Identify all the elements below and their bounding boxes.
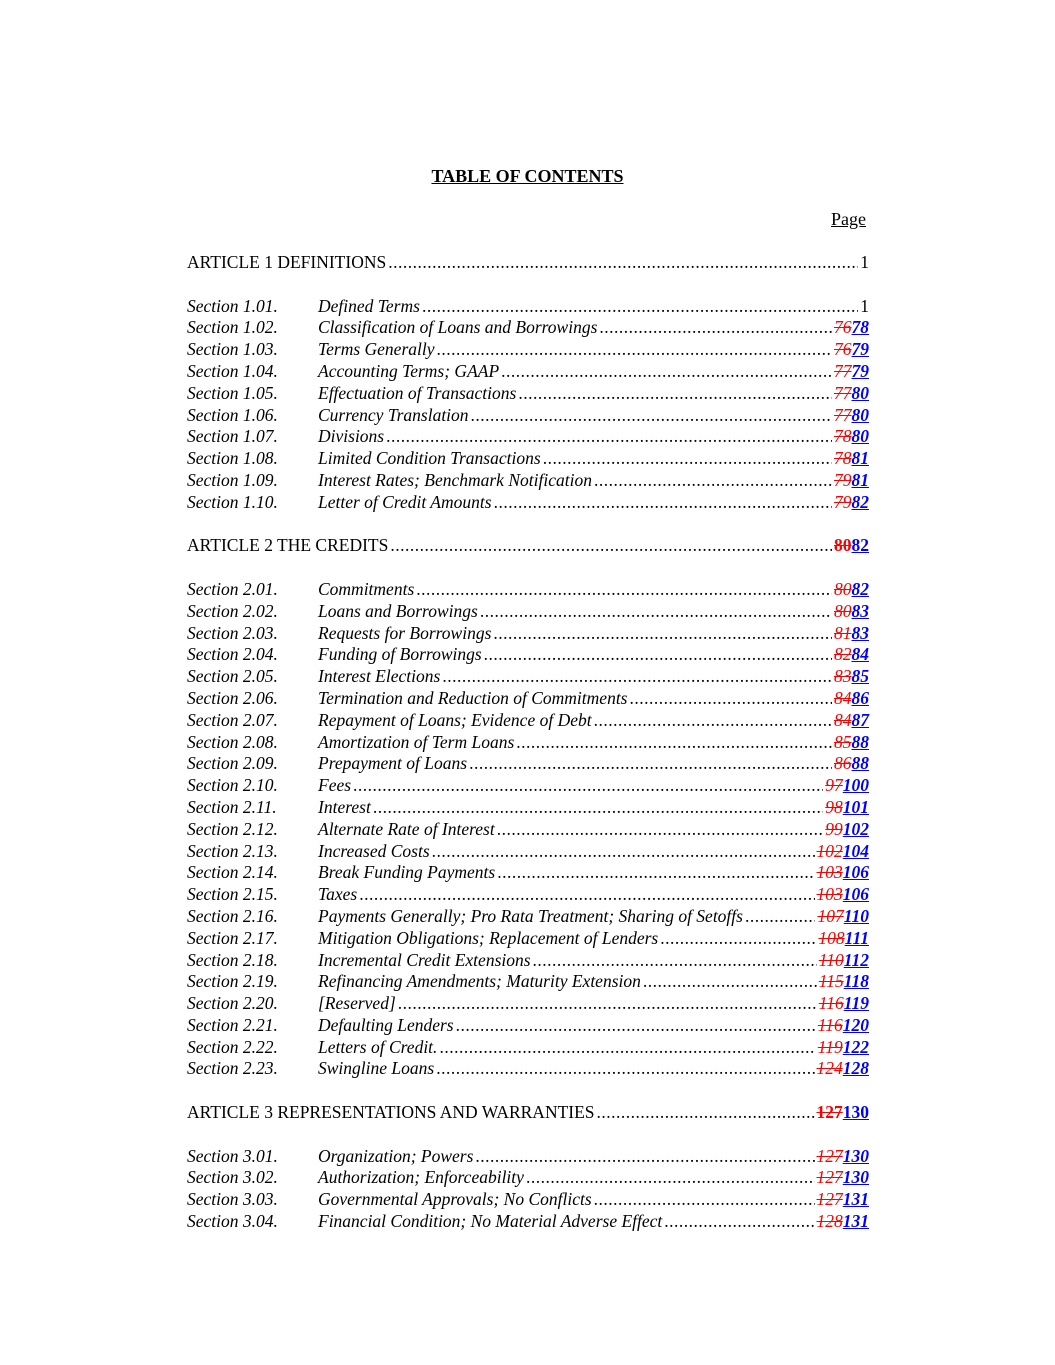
entry-title: Swingline Loans — [318, 1058, 435, 1079]
toc-section-entry[interactable] — [187, 688, 869, 710]
section-number: Section 2.10. — [187, 775, 278, 796]
inserted-page-number: 130 — [842, 1102, 869, 1123]
dot-leader — [660, 928, 816, 950]
deleted-page-number: 77 — [834, 382, 852, 403]
toc-section-entry[interactable] — [187, 797, 869, 819]
entry-title: Repayment of Loans; Evidence of Debt — [318, 709, 592, 730]
section-number: Section 1.02. — [187, 317, 278, 338]
toc-section-entry[interactable] — [187, 1146, 869, 1168]
section-number: Section 2.02. — [187, 600, 278, 621]
entry-title: Incremental Credit Extensions — [318, 949, 531, 970]
page-number — [817, 884, 870, 906]
toc-section-entry[interactable] — [187, 732, 869, 754]
toc-section-entry[interactable] — [187, 666, 869, 688]
entry-title: Accounting Terms; GAAP — [318, 360, 500, 381]
toc-section-entry[interactable] — [187, 623, 869, 645]
section-number: Section 2.07. — [187, 709, 278, 730]
inserted-page-number: 78 — [851, 317, 869, 338]
page-number — [817, 862, 870, 884]
toc-section-entry[interactable] — [187, 884, 869, 906]
inserted-page-number: 82 — [851, 535, 869, 556]
deleted-page-number: 127 — [816, 1145, 843, 1166]
entry-title: Interest Rates; Benchmark Notification — [318, 469, 592, 490]
section-number: Section 2.16. — [187, 905, 278, 926]
dot-leader — [398, 993, 817, 1015]
page-value: 1 — [860, 295, 869, 316]
section-number: Section 2.06. — [187, 687, 278, 708]
inserted-page-number: 120 — [842, 1014, 869, 1035]
deleted-page-number: 128 — [816, 1211, 843, 1232]
toc-article-entry[interactable] — [187, 252, 869, 274]
deleted-page-number: 77 — [834, 404, 852, 425]
inserted-page-number: 122 — [842, 1036, 869, 1057]
page-number — [834, 535, 869, 557]
inserted-page-number: 110 — [843, 905, 869, 926]
page-number — [817, 906, 869, 928]
section-number: Section 2.08. — [187, 731, 278, 752]
entry-title: Defaulting Lenders — [318, 1014, 454, 1035]
section-number: Section 2.18. — [187, 949, 278, 970]
toc-section-entry[interactable] — [187, 339, 869, 361]
page-number — [834, 623, 869, 645]
deleted-page-number: 127 — [816, 1189, 843, 1210]
dot-leader — [594, 1189, 815, 1211]
page-value: 1 — [860, 252, 869, 272]
page-number — [834, 688, 869, 710]
page-number — [834, 492, 869, 514]
page-number — [834, 601, 869, 623]
page-number — [819, 971, 869, 993]
inserted-page-number: 111 — [844, 927, 869, 948]
entry-title: [Reserved] — [318, 993, 396, 1014]
toc-section-entry[interactable] — [187, 361, 869, 383]
entry-title: ARTICLE 1 DEFINITIONS — [187, 252, 387, 272]
dot-leader — [480, 601, 832, 623]
dot-leader — [353, 775, 823, 797]
toc-section-entry[interactable] — [187, 1211, 869, 1233]
page-number — [834, 710, 869, 732]
inserted-page-number: 119 — [843, 993, 869, 1014]
entry-title: Governmental Approvals; No Conflicts — [318, 1189, 592, 1210]
section-number: Section 2.11. — [187, 796, 277, 817]
section-number: Section 1.01. — [187, 295, 278, 316]
dot-leader — [518, 383, 832, 405]
deleted-page-number: 119 — [817, 1036, 843, 1057]
dot-leader — [599, 317, 832, 339]
page-number — [834, 644, 869, 666]
deleted-page-number: 86 — [834, 753, 852, 774]
page-number — [819, 950, 869, 972]
inserted-page-number: 86 — [851, 687, 869, 708]
toc-section-entry[interactable] — [187, 1015, 869, 1037]
page-number — [825, 797, 869, 819]
inserted-page-number: 118 — [843, 971, 869, 992]
section-number: Section 2.17. — [187, 927, 278, 948]
inserted-page-number: 100 — [842, 775, 869, 796]
section-number: Section 2.13. — [187, 840, 278, 861]
deleted-page-number: 76 — [834, 339, 852, 360]
section-number: Section 2.15. — [187, 884, 278, 905]
section-number: Section 2.09. — [187, 753, 278, 774]
entry-title: Letter of Credit Amounts — [318, 491, 492, 512]
deleted-page-number: 108 — [818, 927, 845, 948]
toc-section-entry[interactable] — [187, 819, 869, 841]
page-number — [834, 317, 869, 339]
deleted-page-number: 84 — [834, 687, 852, 708]
section-number: Section 1.03. — [187, 339, 278, 360]
entry-title: Organization; Powers — [318, 1145, 474, 1166]
toc-section-entry[interactable] — [187, 383, 869, 405]
section-number: Section 1.06. — [187, 404, 278, 425]
page-number — [817, 1167, 870, 1189]
entry-title: Terms Generally — [318, 339, 435, 360]
section-number: Section 3.04. — [187, 1211, 278, 1232]
deleted-page-number: 107 — [817, 905, 844, 926]
deleted-page-number: 78 — [834, 448, 852, 469]
entry-title: Payments Generally; Pro Rata Treatment; Sharing of Setoffs — [318, 905, 743, 926]
inserted-page-number: 82 — [851, 578, 869, 599]
dot-leader — [543, 448, 832, 470]
section-number: Section 3.01. — [187, 1145, 278, 1166]
page-number — [817, 1211, 870, 1233]
section-number: Section 2.05. — [187, 666, 278, 687]
inserted-page-number: 131 — [842, 1211, 869, 1232]
page-number — [834, 666, 869, 688]
inserted-page-number: 81 — [851, 448, 869, 469]
entry-title: Prepayment of Loans — [318, 753, 468, 774]
section-number: Section 3.03. — [187, 1189, 278, 1210]
dot-leader — [471, 405, 832, 427]
toc-section-entry[interactable] — [187, 1167, 869, 1189]
deleted-page-number: 80 — [834, 578, 852, 599]
dot-leader — [497, 819, 824, 841]
dot-leader — [456, 1015, 816, 1037]
toc-section-entry[interactable] — [187, 753, 869, 775]
section-number: Section 3.02. — [187, 1167, 278, 1188]
inserted-page-number: 104 — [842, 840, 869, 861]
entry-title: Requests for Borrowings — [318, 622, 492, 643]
entry-title: Defined Terms — [318, 295, 420, 316]
inserted-page-number: 87 — [851, 709, 869, 730]
dot-leader — [594, 710, 832, 732]
deleted-page-number: 102 — [816, 840, 843, 861]
deleted-page-number: 116 — [818, 993, 844, 1014]
dot-leader — [493, 623, 832, 645]
dot-leader — [484, 644, 832, 666]
toc-section-entry[interactable] — [187, 426, 869, 448]
section-number: Section 2.12. — [187, 818, 278, 839]
toc-section-entry[interactable] — [187, 1189, 869, 1211]
section-number: Section 1.04. — [187, 360, 278, 381]
toc-section-entry[interactable] — [187, 906, 869, 928]
page-title: TABLE OF CONTENTS — [431, 166, 624, 186]
page-number — [825, 819, 869, 841]
page-number — [817, 1146, 870, 1168]
dot-leader — [390, 535, 832, 557]
entry-title: ARTICLE 3 REPRESENTATIONS AND WARRANTIES — [187, 1102, 595, 1123]
toc-section-entry[interactable] — [187, 644, 869, 666]
deleted-page-number: 79 — [834, 469, 852, 490]
inserted-page-number: 128 — [842, 1058, 869, 1079]
deleted-page-number: 115 — [818, 971, 844, 992]
dot-leader — [437, 339, 832, 361]
dot-leader — [469, 753, 832, 775]
inserted-page-number: 80 — [851, 382, 869, 403]
inserted-page-number: 131 — [842, 1189, 869, 1210]
deleted-page-number: 84 — [834, 709, 852, 730]
dot-leader — [475, 1146, 814, 1168]
page-number — [818, 928, 869, 950]
page-number — [834, 732, 869, 754]
page-number — [818, 1015, 869, 1037]
inserted-page-number: 106 — [842, 884, 869, 905]
entry-title: Refinancing Amendments; Maturity Extension — [318, 971, 641, 992]
toc-article-entry[interactable] — [187, 1102, 869, 1124]
page-number — [834, 339, 869, 361]
toc-section-entry[interactable] — [187, 296, 869, 318]
inserted-page-number: 83 — [851, 622, 869, 643]
section-number: Section 1.07. — [187, 426, 278, 447]
entry-title: Interest Elections — [318, 666, 441, 687]
entry-title: Mitigation Obligations; Replacement of Lenders — [318, 927, 659, 948]
page-number — [817, 1058, 870, 1080]
dot-leader — [386, 426, 832, 448]
deleted-page-number: 127 — [816, 1102, 843, 1123]
section-number: Section 2.19. — [187, 971, 278, 992]
toc-section-entry[interactable] — [187, 492, 869, 514]
inserted-page-number: 84 — [851, 644, 869, 665]
toc-section-entry[interactable] — [187, 448, 869, 470]
page-number — [834, 470, 869, 492]
deleted-page-number: 85 — [834, 731, 852, 752]
entry-title: Currency Translation — [318, 404, 469, 425]
page-number — [819, 993, 869, 1015]
inserted-page-number: 88 — [851, 731, 869, 752]
inserted-page-number: 85 — [851, 666, 869, 687]
toc-section-entry[interactable] — [187, 317, 869, 339]
inserted-page-number: 130 — [842, 1167, 869, 1188]
page-number — [817, 841, 870, 863]
entry-title: Financial Condition; No Material Adverse Effect — [318, 1211, 663, 1232]
entry-title: Loans and Borrowings — [318, 600, 478, 621]
entry-title: Limited Condition Transactions — [318, 448, 541, 469]
inserted-page-number: 101 — [842, 796, 869, 817]
section-number: Section 2.01. — [187, 578, 278, 599]
dot-leader — [432, 841, 815, 863]
toc-section-entry[interactable] — [187, 1037, 869, 1059]
inserted-page-number: 79 — [851, 339, 869, 360]
inserted-page-number: 82 — [851, 491, 869, 512]
dot-leader — [422, 296, 858, 318]
inserted-page-number: 83 — [851, 600, 869, 621]
page-number — [834, 753, 869, 775]
page-number — [834, 361, 869, 383]
inserted-page-number: 130 — [842, 1145, 869, 1166]
entry-title: Termination and Reduction of Commitments — [318, 687, 628, 708]
dot-leader — [388, 252, 858, 274]
toc-section-entry[interactable] — [187, 579, 869, 601]
deleted-page-number: 81 — [834, 622, 852, 643]
section-number: Section 2.22. — [187, 1036, 278, 1057]
dot-leader — [516, 732, 832, 754]
entry-title: Effectuation of Transactions — [318, 382, 517, 403]
deleted-page-number: 79 — [834, 491, 852, 512]
dot-leader — [643, 971, 817, 993]
toc-section-entry[interactable] — [187, 470, 869, 492]
dot-leader — [630, 688, 833, 710]
inserted-page-number: 80 — [851, 426, 869, 447]
dot-leader — [373, 797, 823, 819]
section-number: Section 2.20. — [187, 993, 278, 1014]
entry-title: Taxes — [318, 884, 358, 905]
inserted-page-number: 112 — [843, 949, 869, 970]
inserted-page-number: 106 — [842, 862, 869, 883]
section-number: Section 1.10. — [187, 491, 278, 512]
entry-title: Alternate Rate of Interest — [318, 818, 495, 839]
entry-title: Letters of Credit. — [318, 1036, 438, 1057]
section-number: Section 1.05. — [187, 382, 278, 403]
entry-title: Commitments — [318, 578, 415, 599]
deleted-page-number: 110 — [818, 949, 844, 970]
section-number: Section 2.14. — [187, 862, 278, 883]
dot-leader — [526, 1167, 815, 1189]
section-number: Section 2.04. — [187, 644, 278, 665]
page-number — [834, 405, 869, 427]
inserted-page-number: 81 — [851, 469, 869, 490]
section-number: Section 2.21. — [187, 1014, 278, 1035]
dot-leader — [594, 470, 832, 492]
deleted-page-number: 76 — [834, 317, 852, 338]
dot-leader — [436, 1058, 814, 1080]
page-number — [818, 1037, 869, 1059]
entry-title: Classification of Loans and Borrowings — [318, 317, 598, 338]
dot-leader — [745, 906, 815, 928]
entry-title: ARTICLE 2 THE CREDITS — [187, 535, 389, 556]
section-number: Section 2.03. — [187, 622, 278, 643]
entry-title: Break Funding Payments — [318, 862, 496, 883]
inserted-page-number: 79 — [851, 360, 869, 381]
deleted-page-number: 78 — [834, 426, 852, 447]
toc-section-entry[interactable] — [187, 601, 869, 623]
toc-section-entry[interactable] — [187, 841, 869, 863]
deleted-page-number: 127 — [816, 1167, 843, 1188]
toc-section-entry[interactable] — [187, 928, 869, 950]
dot-leader — [416, 579, 832, 601]
section-number: Section 1.09. — [187, 469, 278, 490]
toc-section-entry[interactable] — [187, 1058, 869, 1080]
toc-section-entry[interactable] — [187, 862, 869, 884]
deleted-page-number: 80 — [834, 535, 852, 556]
dot-leader — [501, 361, 832, 383]
inserted-page-number: 102 — [842, 818, 869, 839]
deleted-page-number: 124 — [816, 1058, 843, 1079]
entry-title: Increased Costs — [318, 840, 430, 861]
page-number — [860, 252, 869, 274]
deleted-page-number: 98 — [825, 796, 843, 817]
deleted-page-number: 99 — [825, 818, 843, 839]
deleted-page-number: 103 — [816, 884, 843, 905]
page-number — [834, 383, 869, 405]
deleted-page-number: 97 — [825, 775, 843, 796]
entry-title: Divisions — [318, 426, 385, 447]
page-number — [825, 775, 869, 797]
entry-title: Authorization; Enforceability — [318, 1167, 524, 1188]
deleted-page-number: 103 — [816, 862, 843, 883]
page-number — [817, 1102, 870, 1124]
toc-section-entry[interactable] — [187, 775, 869, 797]
entry-title: Amortization of Term Loans — [318, 731, 515, 752]
dot-leader — [494, 492, 832, 514]
entry-title: Interest — [318, 796, 371, 817]
inserted-page-number: 80 — [851, 404, 869, 425]
toc-section-entry[interactable] — [187, 950, 869, 972]
section-number: Section 1.08. — [187, 448, 278, 469]
page-column-label: Page — [831, 209, 866, 229]
dot-leader — [664, 1211, 814, 1233]
page-number — [817, 1189, 870, 1211]
toc-article-entry[interactable] — [187, 535, 869, 557]
deleted-page-number: 116 — [817, 1014, 843, 1035]
inserted-page-number: 88 — [851, 753, 869, 774]
entry-title: Fees — [318, 775, 352, 796]
page-number — [860, 296, 869, 318]
page-number — [834, 579, 869, 601]
dot-leader — [597, 1102, 815, 1124]
deleted-page-number: 77 — [834, 360, 852, 381]
toc-section-entry[interactable] — [187, 405, 869, 427]
dot-leader — [439, 1037, 815, 1059]
page-number — [834, 448, 869, 470]
dot-leader — [442, 666, 832, 688]
deleted-page-number: 80 — [834, 600, 852, 621]
dot-leader — [359, 884, 814, 906]
toc-section-entry[interactable] — [187, 971, 869, 993]
dot-leader — [497, 862, 814, 884]
toc-section-entry[interactable] — [187, 710, 869, 732]
page-number — [834, 426, 869, 448]
dot-leader — [533, 950, 817, 972]
deleted-page-number: 83 — [834, 666, 852, 687]
entry-title: Funding of Borrowings — [318, 644, 482, 665]
deleted-page-number: 82 — [834, 644, 852, 665]
section-number: Section 2.23. — [187, 1058, 278, 1079]
table-of-contents — [187, 252, 869, 1233]
toc-section-entry[interactable] — [187, 993, 869, 1015]
